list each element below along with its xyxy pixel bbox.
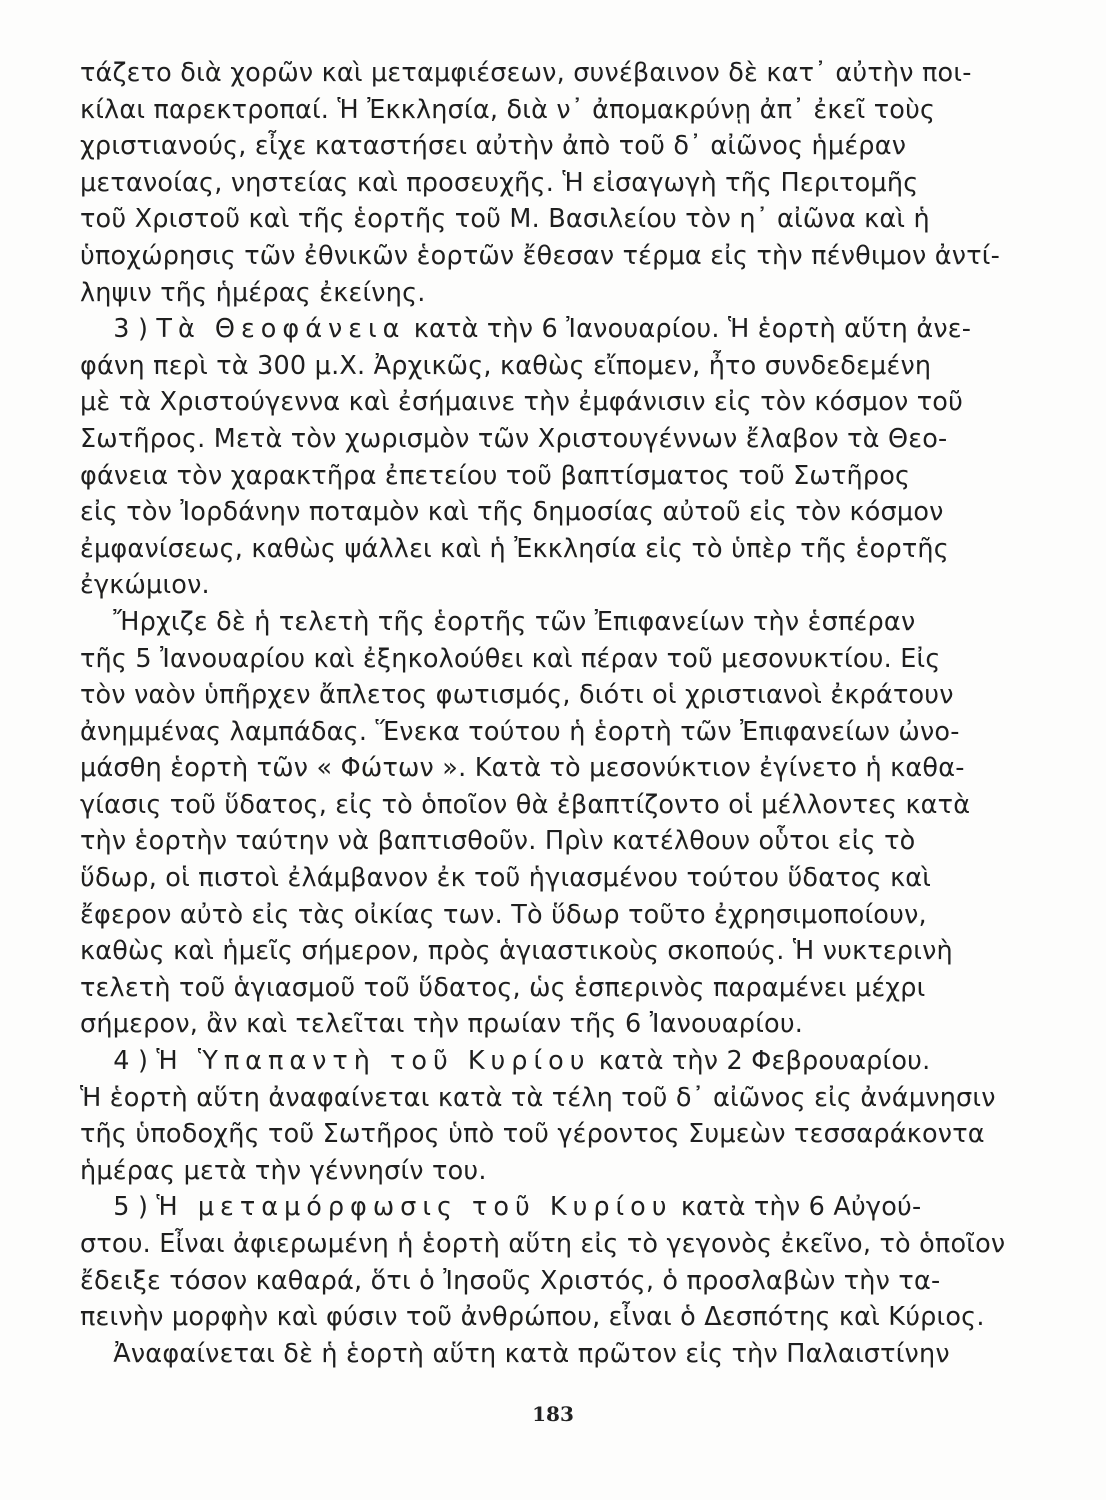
section-3-number: 3 ) <box>113 314 157 345</box>
text-line: ἔδειξε τόσον καθαρά, ὅτι ὁ Ἰησοῦς Χριστός, ὁ προσλαβὼν τὴν τα- <box>80 1265 941 1296</box>
text-line: μετανοίας, νηστείας καὶ προσευχῆς. Ἡ εἰσαγωγὴ τῆς Περιτομῆς <box>80 167 919 198</box>
text-line: σήμερον, ἂν καὶ τελεῖται τὴν πρωίαν τῆς 6 Ἰανουαρίου. <box>80 1009 804 1040</box>
section-5-number: 5 ) <box>113 1192 157 1223</box>
text-line: τοῦ Χριστοῦ καὶ τῆς ἑορτῆς τοῦ Μ. Βασιλείου τὸν η᾽ αἰῶνα καὶ ἡ <box>80 204 930 235</box>
section-4-heading-line <box>80 1043 960 1080</box>
text-line: στου. Εἶναι ἀφιερωμένη ἡ ἑορτὴ αὕτη εἰς τὸ γεγονὸς ἐκεῖνο, τὸ ὁποῖον <box>80 1229 1006 1259</box>
text-line: Σωτῆρος. Μετὰ τὸν χωρισμὸν τῶν Χριστουγέννων ἔλαβον τὰ Θεο- <box>80 423 948 454</box>
section-5-title: Ἡ μεταμόρφωσις τοῦ Κυρίου <box>156 1192 673 1223</box>
text-line: Ἡ ἑορτὴ αὕτη ἀναφαίνεται κατὰ τὰ τέλη τοῦ δ᾽ αἰῶνος εἰς ἀνάμνησιν <box>80 1082 996 1113</box>
text-line: τῆς 5 Ἰανουαρίου καὶ ἐξηκολούθει καὶ πέραν τοῦ μεσονυκτίου. Εἰς <box>80 643 941 674</box>
text-line: τῆς ὑποδοχῆς τοῦ Σωτῆρος ὑπὸ τοῦ γέροντος Συμεὼν τεσσαράκοντα <box>80 1119 985 1150</box>
text-line: πεινὴν μορφὴν καὶ φύσιν τοῦ ἀνθρώπου, εἶναι ὁ Δεσπότης καὶ Κύριος. <box>80 1302 985 1333</box>
page-number: 183 <box>532 1402 574 1426</box>
text-line: ὑποχώρησις τῶν ἐθνικῶν ἑορτῶν ἔθεσαν τέρμα εἰς τὴν πένθιμον ἀντί- <box>80 240 1000 271</box>
text-line: κίλαι παρεκτροπαί. Ἡ Ἐκκλησία, διὰ ν᾽ ἀπομακρύνῃ ἀπ᾽ ἐκεῖ τοὺς <box>80 94 936 125</box>
section-3-heading-line <box>80 311 972 348</box>
section-5-rest: κατὰ τὴν 6 Αὐγού- <box>672 1192 922 1223</box>
text-line: τάζετο διὰ χορῶν καὶ μεταμφιέσεων, συνέβαινον δὲ κατ᾽ αὐτὴν ποι- <box>80 58 972 88</box>
page-text <box>80 55 1006 1372</box>
text-line: μὲ τὰ Χριστούγεννα καὶ ἐσήμαινε τὴν ἐμφάνισιν εἰς τὸν κόσμον τοῦ <box>80 387 964 418</box>
section-5-heading-line <box>80 1189 960 1226</box>
text-line: ἐμφανίσεως, καθὼς ψάλλει καὶ ἡ Ἐκκλησία εἰς τὸ ὑπὲρ τῆς ἑορτῆς <box>80 533 949 564</box>
text-line: φάνεια τὸν χαρακτῆρα ἐπετείου τοῦ βαπτίσματος τοῦ Σωτῆρος <box>80 460 911 491</box>
text-line: ληψιν τῆς ἡμέρας ἐκείνης. <box>80 277 426 308</box>
text-line: ὕδωρ, οἱ πιστοὶ ἐλάμβανον ἐκ τοῦ ἡγιασμένου τούτου ὕδατος καὶ <box>80 863 932 894</box>
text-line: ἔφερον αὐτὸ εἰς τὰς οἰκίας των. Τὸ ὕδωρ τοῦτο ἐχρησιμοποίουν, <box>80 899 927 930</box>
section-3-rest: κατὰ τὴν 6 Ἰανουαρίου. Ἡ ἑορτὴ αὕτη ἀνε- <box>405 314 972 345</box>
section-3-title: Τὰ Θεοφάνεια <box>156 314 406 345</box>
text-line: Ἀναφαίνεται δὲ ἡ ἑορτὴ αὕτη κατὰ πρῶτον εἰς τὴν Παλαιστίνην <box>80 1338 950 1369</box>
text-line: καθὼς καὶ ἡμεῖς σήμερον, πρὸς ἁγιαστικοὺς σκοπούς. Ἡ νυκτερινὴ <box>80 936 953 967</box>
text-line: εἰς τὸν Ἰορδάνην ποταμὸν καὶ τῆς δημοσίας αὐτοῦ εἰς τὸν κόσμον <box>80 497 944 528</box>
section-4-number: 4 ) <box>113 1046 157 1077</box>
text-line: χριστιανούς, εἶχε καταστήσει αὐτὴν ἀπὸ τοῦ δ᾽ αἰῶνος ἡμέραν <box>80 131 907 162</box>
text-line: μάσθη ἑορτὴ τῶν « Φώτων ». Κατὰ τὸ μεσονύκτιον ἐγίνετο ἡ καθα- <box>80 753 965 784</box>
text-line: γίασις τοῦ ὕδατος, εἰς τὸ ὁποῖον θὰ ἐβαπτίζοντο οἱ μέλλοντες κατὰ <box>80 789 971 820</box>
text-line: τὴν ἑορτὴν ταύτην νὰ βαπτισθοῦν. Πρὶν κατέλθουν οὗτοι εἰς τὸ <box>80 826 916 857</box>
text-line: τελετὴ τοῦ ἁγιασμοῦ τοῦ ὕδατος, ὡς ἑσπερινὸς παραμένει μέχρι <box>80 972 926 1003</box>
text-line: φάνη περὶ τὰ 300 μ.Χ. Ἀρχικῶς, καθὼς εἴπομεν, ἦτο συνδεδεμένη <box>80 350 932 381</box>
text-line: ἀνημμένας λαμπάδας. Ἕνεκα τούτου ἡ ἑορτὴ τῶν Ἐπιφανείων ὠνο- <box>80 716 960 747</box>
section-4-rest: κατὰ τὴν 2 Φεβρουαρίου. <box>590 1046 931 1077</box>
text-line: Ἤρχιζε δὲ ἡ τελετὴ τῆς ἑορτῆς τῶν Ἐπιφανείων τὴν ἑσπέραν <box>80 606 916 637</box>
text-line: ἐγκώμιον. <box>80 570 210 601</box>
section-4-title: Ἡ Ὑπαπαντὴ τοῦ Κυρίου <box>156 1046 591 1077</box>
text-line: τὸν ναὸν ὑπῆρχεν ἄπλετος φωτισμός, διότι οἱ χριστιανοὶ ἐκράτουν <box>80 680 954 711</box>
text-line: ἡμέρας μετὰ τὴν γέννησίν του. <box>80 1155 487 1186</box>
